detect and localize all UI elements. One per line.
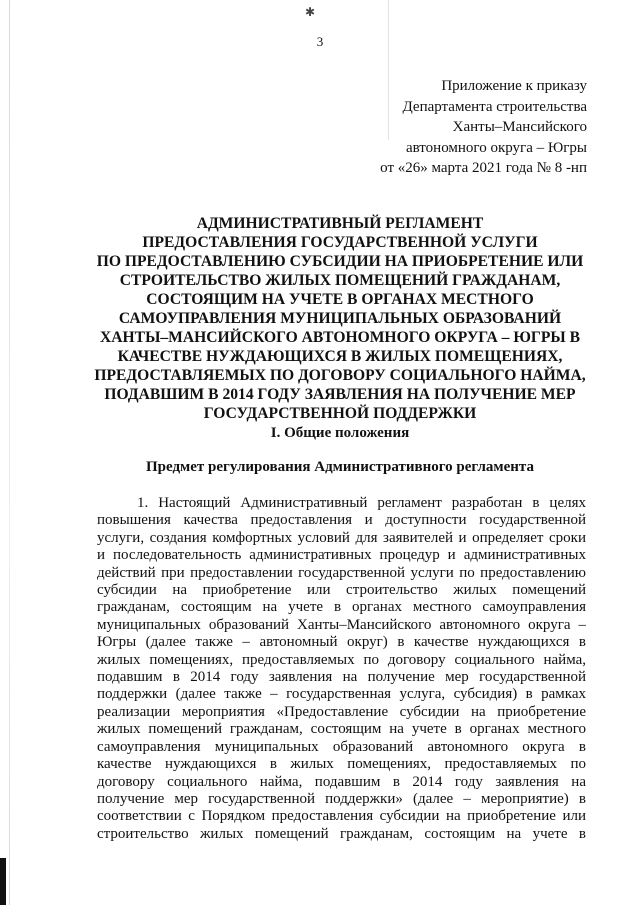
scan-artifact-smudge: ✱ — [304, 5, 316, 19]
scan-artifact-left-edge — [9, 0, 10, 905]
paragraph-line: договору социального найма, подавшим в 2014 году заявления на — [97, 773, 586, 790]
paragraph-line: самоуправления муниципальных образований автономного округа в — [97, 738, 586, 755]
title-line: ПОДАВШИМ В 2014 ГОДУ ЗАЯВЛЕНИЯ НА ПОЛУЧЕНИЕ МЕР — [104, 386, 576, 403]
title-line: ХАНТЫ–МАНСИЙСКОГО АВТОНОМНОГО ОКРУГА – ЮГРЫ В — [100, 329, 580, 346]
appendix-line: Ханты–Мансийского — [452, 119, 587, 135]
title-line: ПО ПРЕДОСТАВЛЕНИЮ СУБСИДИИ НА ПРИОБРЕТЕНИЕ ИЛИ — [96, 253, 584, 270]
title-line: САМОУПРАВЛЕНИЯ МУНИЦИПАЛЬНЫХ ОБРАЗОВАНИЙ — [118, 310, 562, 327]
paragraph-line: поддержки (далее также – государственная услуга, субсидия) в рамках — [97, 686, 586, 703]
appendix-line: Департамента строительства — [402, 98, 587, 115]
paragraph-line: 1. Настоящий Административный регламент разработан в целях — [137, 495, 586, 511]
paragraph-line: услуги, создания комфортных условий для заявителей и определяет сроки — [97, 529, 586, 546]
appendix-block — [287, 76, 587, 179]
paragraph-line: соответствии с Порядком предоставления субсидии на приобретение или — [97, 808, 586, 825]
paragraph-line: строительство жилых помещений гражданам, состоящим на учете в — [97, 825, 586, 842]
section-heading: I. Общие положения — [270, 425, 410, 441]
paragraph-line: жилых помещениях, предоставляемых по договору социального найма, — [97, 651, 586, 668]
appendix-line: от «26» марта 2021 года № 8 -нп — [380, 160, 587, 176]
title-line: СОСТОЯЩИМ НА УЧЕТЕ В ОРГАНАХ МЕСТНОГО — [146, 291, 534, 308]
paragraph-line: жилых помещений гражданам, состоящим на учете в органах местного — [97, 721, 586, 738]
paragraph-line: качестве нуждающихся в жилых помещениях, предоставляемых по — [97, 756, 586, 773]
appendix-line: автономного округа – Югры — [405, 139, 587, 156]
paragraph-line: действий при предоставлении государственной услуги по предоставлению — [97, 564, 586, 581]
title-line: АДМИНИСТРАТИВНЫЙ РЕГЛАМЕНТ — [196, 215, 484, 232]
paragraph-line: Югры (далее также – автономный округ) в качестве нуждающихся в — [97, 634, 586, 651]
title-line: ГОСУДАРСТВЕННОЙ ПОДДЕРЖКИ — [203, 405, 477, 422]
scan-artifact-black-bar — [0, 858, 6, 905]
title-line: ПРЕДОСТАВЛЕНИЯ ГОСУДАРСТВЕННОЙ УСЛУГИ — [142, 234, 538, 251]
page-number: 3 — [316, 34, 324, 49]
paragraph-line: и последовательность административных процедур и административных — [97, 547, 586, 564]
subsection-heading: Предмет регулирования Административного регламента — [146, 459, 534, 475]
paragraph-line: подавшим в 2014 году заявления на получение мер государственной — [97, 669, 586, 686]
paragraph-line: субсидии на приобретение или строительство жилых помещений — [97, 582, 586, 599]
paragraph-line: гражданам, состоящим на учете в органах местного самоуправления — [97, 599, 586, 616]
paragraph-1 — [97, 495, 586, 843]
title-line: КАЧЕСТВЕ НУЖДАЮЩИХСЯ В ЖИЛЫХ ПОМЕЩЕНИЯХ, — [117, 348, 563, 365]
paragraph-line: получение мер государственной поддержки» (далее – мероприятие) в — [97, 790, 586, 807]
paragraph-line: муниципальных образований Ханты–Мансийского автономного округа – — [97, 616, 586, 633]
appendix-line: Приложение к приказу — [441, 78, 587, 94]
title-line: ПРЕДОСТАВЛЯЕМЫХ ПО ДОГОВОРУ СОЦИАЛЬНОГО НАЙМА, — [94, 367, 586, 384]
document-title — [90, 214, 590, 423]
paragraph-line: повышения качества предоставления и доступности государственной — [97, 512, 586, 529]
title-line: СТРОИТЕЛЬСТВО ЖИЛЫХ ПОМЕЩЕНИЙ ГРАЖДАНАМ, — [119, 272, 561, 289]
paragraph-line: реализации мероприятия «Предоставление субсидии на приобретение — [97, 703, 586, 720]
